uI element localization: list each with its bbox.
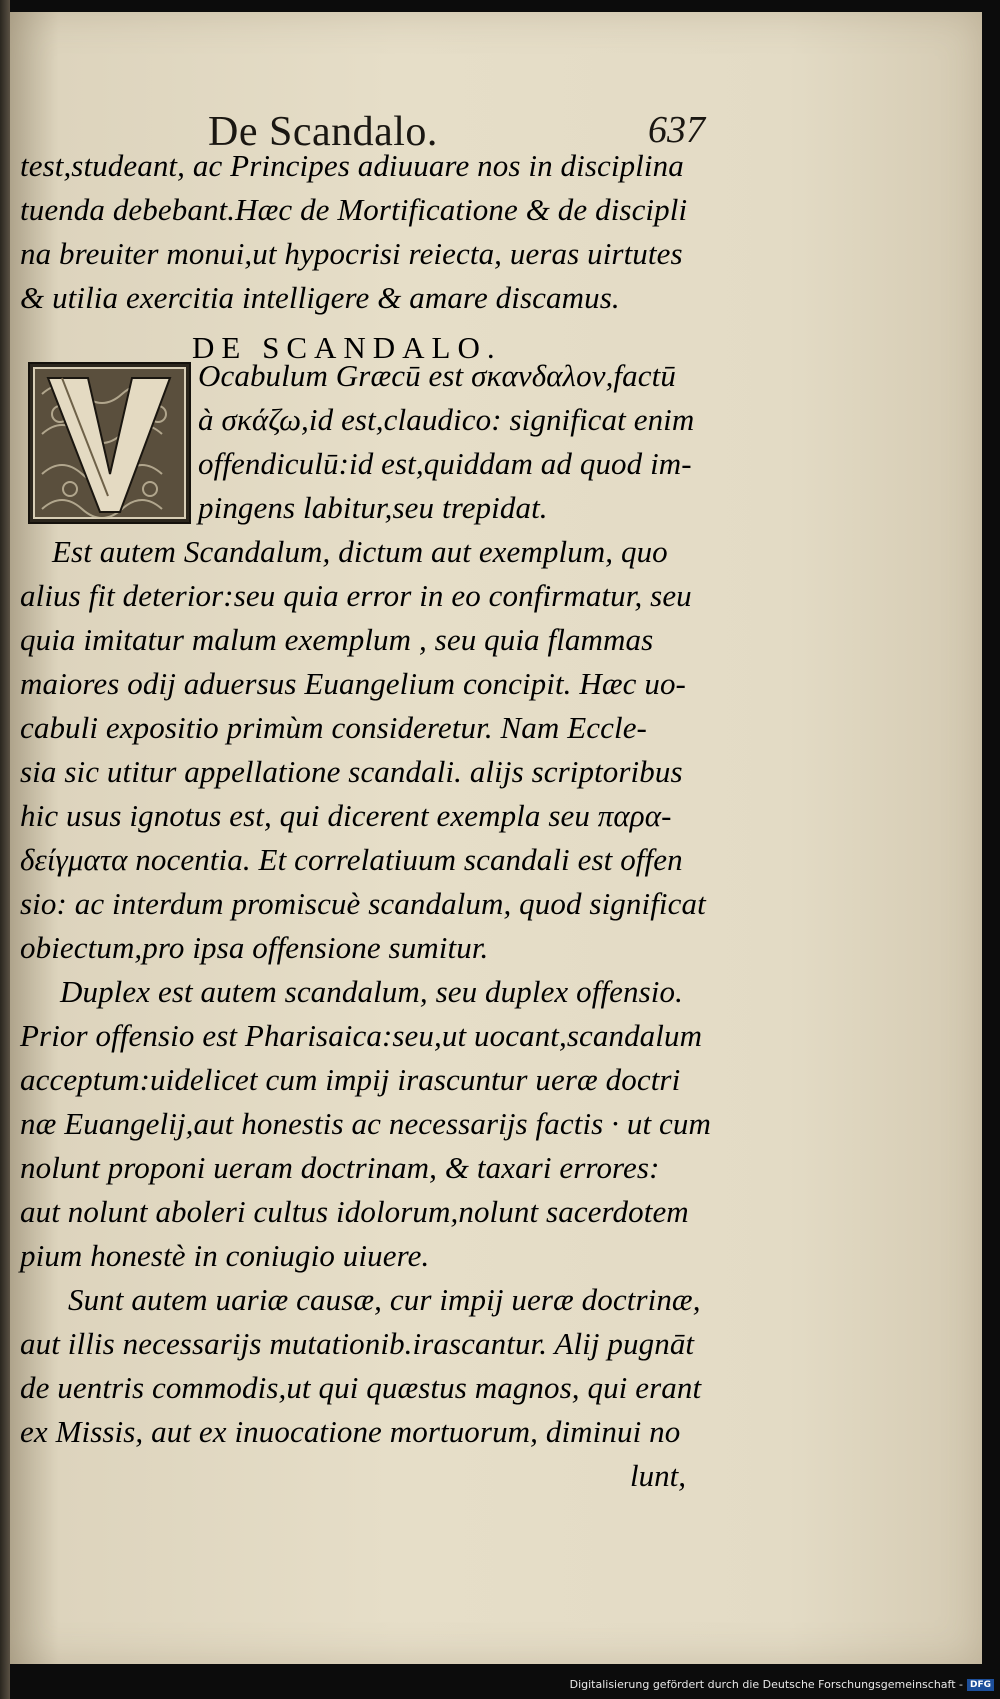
text-line: tuenda debebant.Hæc de Mortificatione & de discipli [20, 192, 688, 227]
catchword: lunt, [630, 1458, 686, 1493]
text-line: næ Euangelij,aut honestis ac necessarijs factis · ut cum [20, 1106, 711, 1141]
text-line: maiores odij aduersus Euangelium concipit. Hæc uo- [20, 666, 686, 701]
digitization-credit [570, 1678, 994, 1691]
text-line: δείγματα nocentia. Et correlatiuum scandali est offen [20, 842, 683, 877]
text-line: na breuiter monui,ut hypocrisi reiecta, ueras uirtutes [20, 236, 683, 271]
text-line: Sunt autem uariæ causæ, cur impij ueræ doctrinæ, [68, 1282, 701, 1317]
book-edge [0, 0, 10, 1699]
text-line: Ocabulum Græcū est σκανδαλον,factū [198, 358, 676, 393]
text-line: & utilia exercitia intelligere & amare discamus. [20, 280, 620, 315]
text-line: Prior offensio est Pharisaica:seu,ut uocant,scandalum [20, 1018, 703, 1053]
text-line: hic usus ignotus est, qui dicerent exempla seu παρα- [20, 798, 672, 833]
text-line: cabuli expositio primùm consideretur. Nam Eccle- [20, 710, 647, 745]
text-line: de uentris commodis,ut qui quæstus magnos, qui erant [20, 1370, 702, 1405]
text-line: nolunt proponi ueram doctrinam, & taxari errores: [20, 1150, 660, 1185]
text-line: obiectum,pro ipsa offensione sumitur. [20, 930, 489, 965]
text-line: aut nolunt aboleri cultus idolorum,nolunt sacerdotem [20, 1194, 689, 1229]
text-line: offendiculū:id est,quiddam ad quod im- [198, 446, 692, 481]
text-line: quia imitatur malum exemplum , seu quia flammas [20, 622, 654, 657]
dfg-logo: DFG [967, 1679, 994, 1691]
text-line: alius fit deterior:seu quia error in eo confirmatur, seu [20, 578, 692, 613]
book-page [10, 12, 982, 1664]
text-line: ex Missis, aut ex inuocatione mortuorum, diminui no [20, 1414, 681, 1449]
page-number: 637 [648, 109, 705, 151]
text-line: à σκάζω,id est,claudico: significat enim [198, 402, 695, 437]
text-line: Duplex est autem scandalum, seu duplex offensio. [60, 974, 683, 1009]
section-title: DE SCANDALO. [192, 330, 502, 365]
text-line: pium honestè in coniugio uiuere. [20, 1238, 430, 1273]
decorated-initial-v [28, 362, 191, 524]
text-line: Est autem Scandalum, dictum aut exemplum, quo [52, 534, 668, 569]
text-line: acceptum:uidelicet cum impij irascuntur ueræ doctri [20, 1062, 681, 1097]
text-line: aut illis necessarijs mutationib.irascantur. Alij pugnāt [20, 1326, 695, 1361]
ornament-initial-icon [30, 364, 189, 522]
text-line: test,studeant, ac Principes adiuuare nos in disciplina [20, 148, 684, 183]
text-line: sia sic utitur appellatione scandali. alijs scriptoribus [20, 754, 683, 789]
running-head: De Scandalo. [208, 109, 438, 155]
text-line: pingens labitur,seu trepidat. [198, 490, 548, 525]
credit-text: Digitalisierung gefördert durch die Deutsche Forschungsgemeinschaft - [569, 1678, 963, 1691]
text-line: sio: ac interdum promiscuè scandalum, quod significat [20, 886, 706, 921]
